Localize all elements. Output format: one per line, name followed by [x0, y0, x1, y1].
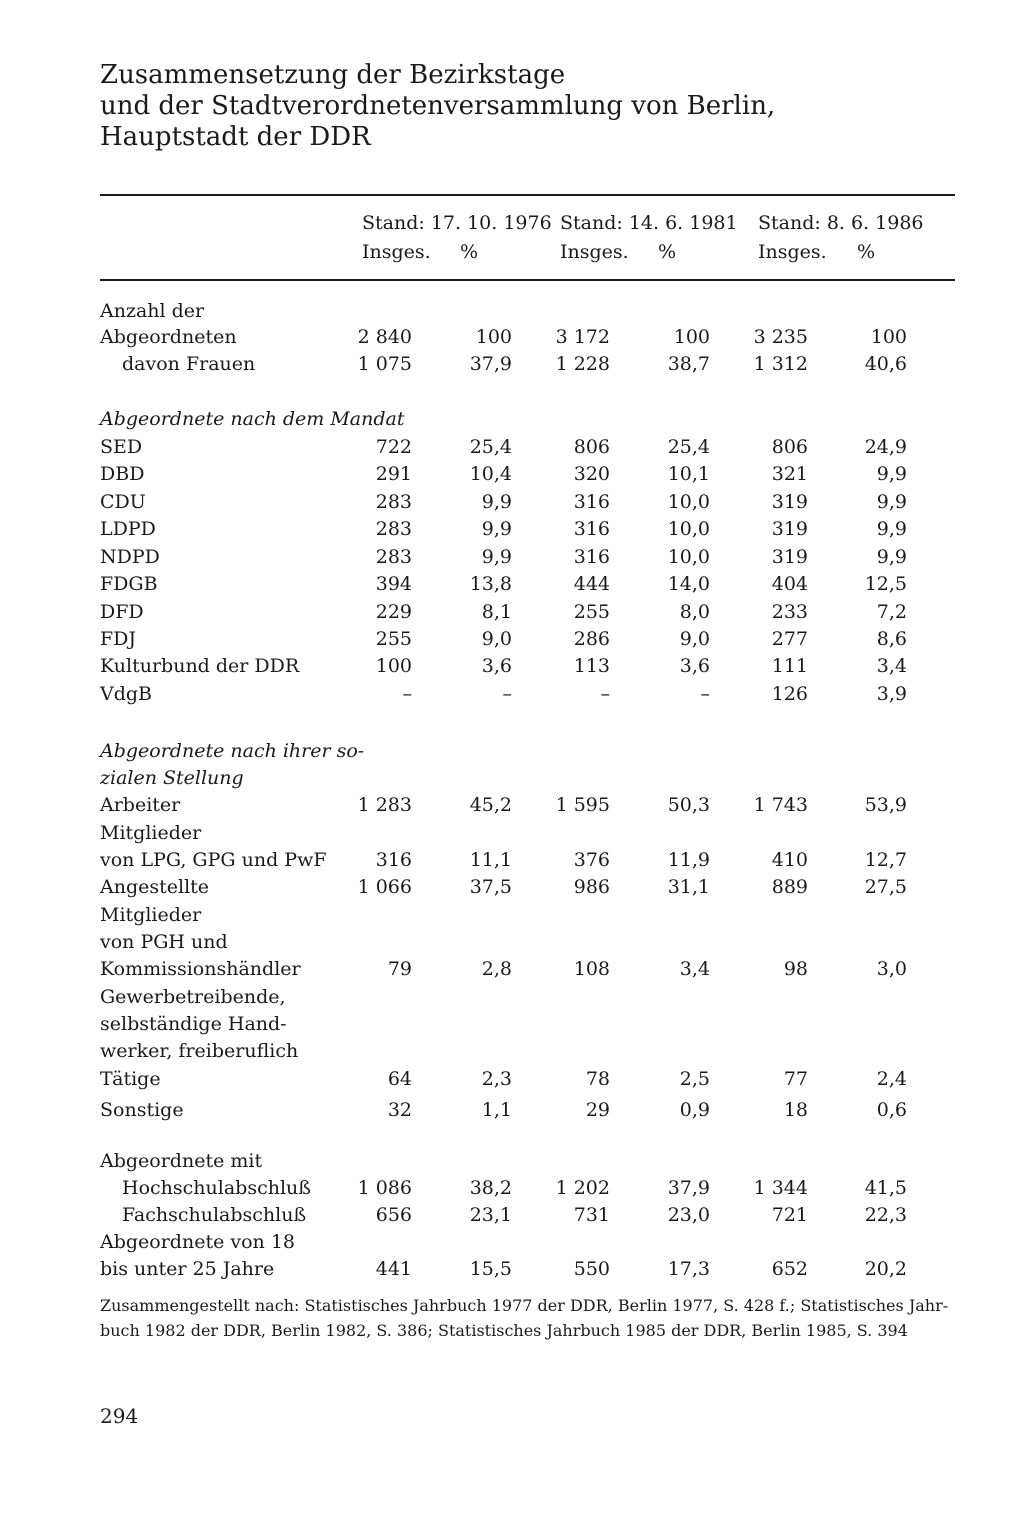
table-cell: 291 [375, 463, 412, 485]
table-row [0, 300, 1024, 326]
row-label: Gewerbetreibende, [100, 986, 286, 1008]
table-cell: 25,4 [667, 436, 710, 458]
table-row [0, 408, 1024, 434]
table-cell: – [402, 683, 412, 705]
table-cell: 3,4 [679, 958, 710, 980]
table-cell: 404 [771, 573, 808, 595]
table-cell: 37,9 [667, 1177, 710, 1199]
table-cell: 3,6 [679, 655, 710, 677]
source-line-2: buch 1982 der DDR, Berlin 1982, S. 386; Statistisches Jahrbuch 1985 der DDR, Berlin 1985, S. 394 [100, 1321, 908, 1340]
table-cell: 1 075 [357, 353, 412, 375]
row-label: Abgeordnete mit [100, 1150, 263, 1172]
row-label: bis unter 25 Jahre [100, 1258, 275, 1280]
table-cell: 13,8 [469, 573, 512, 595]
row-label: werker, freiberuflich [100, 1040, 299, 1062]
table-cell: 50,3 [667, 794, 710, 816]
header-stand-1976: Stand: 17. 10. 1976 [362, 212, 552, 234]
table-row [0, 822, 1024, 848]
header-stand-1981: Stand: 14. 6. 1981 [560, 212, 738, 234]
row-label: Mitglieder [100, 904, 202, 926]
row-label: FDJ [100, 628, 137, 650]
table-cell: 38,7 [667, 353, 710, 375]
table-cell: 1 743 [753, 794, 808, 816]
table-row [0, 628, 1024, 654]
table-cell: 9,9 [876, 463, 907, 485]
table-row [0, 683, 1024, 709]
table-cell: 656 [375, 1204, 412, 1226]
table-cell: 376 [573, 849, 610, 871]
row-label: SED [100, 436, 143, 458]
table-cell: 3,6 [481, 655, 512, 677]
row-label: Fachschulabschluß [122, 1204, 307, 1226]
table-cell: 1,1 [481, 1099, 512, 1121]
table-cell: 316 [573, 491, 610, 513]
table-row [0, 326, 1024, 352]
table-cell: 15,5 [469, 1258, 512, 1280]
table-cell: 100 [375, 655, 412, 677]
table-row [0, 767, 1024, 793]
table-cell: 2,5 [679, 1068, 710, 1090]
table-cell: 17,3 [667, 1258, 710, 1280]
header-pct-1981: % [658, 241, 677, 263]
header-pct-1976: % [460, 241, 479, 263]
table-cell: 77 [783, 1068, 808, 1090]
table-cell: 79 [387, 958, 412, 980]
table-cell: 10,4 [469, 463, 512, 485]
table-cell: 9,0 [481, 628, 512, 650]
table-cell: 321 [771, 463, 808, 485]
table-row [0, 958, 1024, 984]
table-header-rule [100, 279, 955, 281]
table-row [0, 491, 1024, 517]
table-cell: 10,1 [667, 463, 710, 485]
table-row [0, 1231, 1024, 1257]
table-cell: 806 [771, 436, 808, 458]
table-cell: 11,9 [667, 849, 710, 871]
table-row [0, 1040, 1024, 1066]
table-cell: 24,9 [864, 436, 907, 458]
table-row [0, 436, 1024, 462]
table-cell: 889 [771, 876, 808, 898]
table-row [0, 1150, 1024, 1176]
row-label: Mitglieder [100, 822, 202, 844]
row-label: Angestellte [100, 876, 210, 898]
table-row [0, 546, 1024, 572]
table-row [0, 1258, 1024, 1284]
table-cell: 111 [771, 655, 808, 677]
table-cell: 0,6 [876, 1099, 907, 1121]
table-row [0, 740, 1024, 766]
table-row [0, 1177, 1024, 1203]
row-label: Abgeordneten [100, 326, 237, 348]
table-cell: 18 [783, 1099, 808, 1121]
table-cell: 2,8 [481, 958, 512, 980]
table-cell: 7,2 [876, 601, 907, 623]
title-line-1: Zusammensetzung der Bezirkstage [100, 60, 566, 90]
table-cell: 731 [573, 1204, 610, 1226]
table-cell: 11,1 [469, 849, 512, 871]
table-cell: 45,2 [469, 794, 512, 816]
table-cell: 23,1 [469, 1204, 512, 1226]
table-cell: 37,9 [469, 353, 512, 375]
table-row [0, 849, 1024, 875]
table-cell: 8,0 [679, 601, 710, 623]
table-cell: 32 [387, 1099, 412, 1121]
table-cell: 806 [573, 436, 610, 458]
table-cell: 9,9 [481, 518, 512, 540]
row-label: Abgeordnete nach dem Mandat [100, 408, 405, 430]
table-cell: 8,1 [481, 601, 512, 623]
table-cell: 722 [375, 436, 412, 458]
table-cell: 1 595 [555, 794, 610, 816]
table-cell: 319 [771, 518, 808, 540]
table-row [0, 931, 1024, 957]
row-label: FDGB [100, 573, 158, 595]
table-cell: 25,4 [469, 436, 512, 458]
table-cell: 652 [771, 1258, 808, 1280]
row-label: Hochschulabschluß [122, 1177, 311, 1199]
table-cell: 27,5 [864, 876, 907, 898]
source-line-1: Zusammengestellt nach: Statistisches Jahrbuch 1977 der DDR, Berlin 1977, S. 428 f.; Statistisches Jahr- [100, 1296, 949, 1315]
table-row [0, 463, 1024, 489]
table-row [0, 904, 1024, 930]
row-label: DBD [100, 463, 145, 485]
table-cell: 53,9 [864, 794, 907, 816]
table-cell: 10,0 [667, 518, 710, 540]
table-cell: 283 [375, 518, 412, 540]
table-cell: 100 [673, 326, 710, 348]
table-cell: 1 344 [753, 1177, 808, 1199]
table-cell: 64 [387, 1068, 412, 1090]
table-cell: 3,0 [876, 958, 907, 980]
row-label: Kommissionshändler [100, 958, 301, 980]
table-cell: 320 [573, 463, 610, 485]
table-cell: 0,9 [679, 1099, 710, 1121]
table-cell: 41,5 [864, 1177, 907, 1199]
table-cell: 9,9 [481, 491, 512, 513]
table-cell: – [502, 683, 512, 705]
row-label: von LPG, GPG und PwF [100, 849, 327, 871]
table-cell: 1 066 [357, 876, 412, 898]
page-title [100, 60, 950, 153]
table-cell: 37,5 [469, 876, 512, 898]
table-cell: 23,0 [667, 1204, 710, 1226]
table-cell: 986 [573, 876, 610, 898]
row-label: von PGH und [100, 931, 228, 953]
table-cell: 29 [585, 1099, 610, 1121]
table-row [0, 573, 1024, 599]
row-label: VdgB [100, 683, 153, 705]
table-cell: 108 [573, 958, 610, 980]
table-cell: 3 235 [753, 326, 808, 348]
row-label: DFD [100, 601, 144, 623]
table-cell: 113 [573, 655, 610, 677]
table-row [0, 876, 1024, 902]
row-label: Kulturbund der DDR [100, 655, 300, 677]
source-note [100, 1293, 970, 1343]
table-cell: – [700, 683, 710, 705]
table-cell: 283 [375, 491, 412, 513]
table-cell: 550 [573, 1258, 610, 1280]
row-label: Arbeiter [100, 794, 181, 816]
table-cell: 283 [375, 546, 412, 568]
table-row [0, 794, 1024, 820]
table-row [0, 518, 1024, 544]
table-cell: 2 840 [357, 326, 412, 348]
table-cell: 1 086 [357, 1177, 412, 1199]
row-label: selbständige Hand- [100, 1013, 287, 1035]
table-cell: 2,3 [481, 1068, 512, 1090]
table-top-rule [100, 194, 955, 196]
table-cell: 319 [771, 491, 808, 513]
table-row [0, 655, 1024, 681]
table-row [0, 1204, 1024, 1230]
table-cell: 233 [771, 601, 808, 623]
row-label: Abgeordnete nach ihrer so- [100, 740, 365, 762]
page-number: 294 [100, 1404, 139, 1428]
row-label: LDPD [100, 518, 156, 540]
table-cell: 9,9 [481, 546, 512, 568]
table-row [0, 1013, 1024, 1039]
row-label: davon Frauen [122, 353, 256, 375]
table-cell: 10,0 [667, 546, 710, 568]
row-label: Sonstige [100, 1099, 184, 1121]
table-row [0, 1068, 1024, 1094]
table-cell: 38,2 [469, 1177, 512, 1199]
table-cell: 100 [475, 326, 512, 348]
table-cell: 229 [375, 601, 412, 623]
row-label: NDPD [100, 546, 160, 568]
table-cell: 316 [573, 518, 610, 540]
table-cell: 78 [585, 1068, 610, 1090]
table-cell: 410 [771, 849, 808, 871]
table-cell: – [600, 683, 610, 705]
table-cell: 98 [783, 958, 808, 980]
row-label: Tätige [100, 1068, 161, 1090]
table-cell: 100 [870, 326, 907, 348]
table-cell: 12,7 [864, 849, 907, 871]
header-insges-1976: Insges. [362, 241, 431, 263]
table-cell: 316 [375, 849, 412, 871]
table-cell: 1 312 [753, 353, 808, 375]
table-cell: 9,9 [876, 518, 907, 540]
table-cell: 277 [771, 628, 808, 650]
table-cell: 1 228 [555, 353, 610, 375]
table-cell: 8,6 [876, 628, 907, 650]
table-cell: 22,3 [864, 1204, 907, 1226]
table-cell: 9,0 [679, 628, 710, 650]
table-cell: 126 [771, 683, 808, 705]
header-stand-1986: Stand: 8. 6. 1986 [758, 212, 924, 234]
table-cell: 319 [771, 546, 808, 568]
table-cell: 1 202 [555, 1177, 610, 1199]
table-cell: 3,9 [876, 683, 907, 705]
row-label: CDU [100, 491, 146, 513]
table-cell: 286 [573, 628, 610, 650]
header-insges-1981: Insges. [560, 241, 629, 263]
table-cell: 255 [375, 628, 412, 650]
table-cell: 20,2 [864, 1258, 907, 1280]
table-cell: 9,9 [876, 546, 907, 568]
table-row [0, 1099, 1024, 1125]
table-cell: 31,1 [667, 876, 710, 898]
header-insges-1986: Insges. [758, 241, 827, 263]
table-cell: 10,0 [667, 491, 710, 513]
table-cell: 255 [573, 601, 610, 623]
table-cell: 14,0 [667, 573, 710, 595]
table-row [0, 601, 1024, 627]
table-cell: 12,5 [864, 573, 907, 595]
title-line-3: Hauptstadt der DDR [100, 122, 371, 152]
table-cell: 3,4 [876, 655, 907, 677]
table-cell: 9,9 [876, 491, 907, 513]
table-cell: 441 [375, 1258, 412, 1280]
row-label: zialen Stellung [100, 767, 244, 789]
table-cell: 1 283 [357, 794, 412, 816]
table-cell: 40,6 [864, 353, 907, 375]
table-cell: 3 172 [555, 326, 610, 348]
table-cell: 2,4 [876, 1068, 907, 1090]
table-cell: 316 [573, 546, 610, 568]
table-cell: 444 [573, 573, 610, 595]
title-line-2: und der Stadtverordnetenversammlung von Berlin, [100, 91, 776, 121]
table-cell: 721 [771, 1204, 808, 1226]
row-label: Anzahl der [100, 300, 205, 322]
table-row [0, 986, 1024, 1012]
table-row [0, 353, 1024, 379]
table-cell: 394 [375, 573, 412, 595]
row-label: Abgeordnete von 18 [100, 1231, 296, 1253]
header-pct-1986: % [857, 241, 876, 263]
